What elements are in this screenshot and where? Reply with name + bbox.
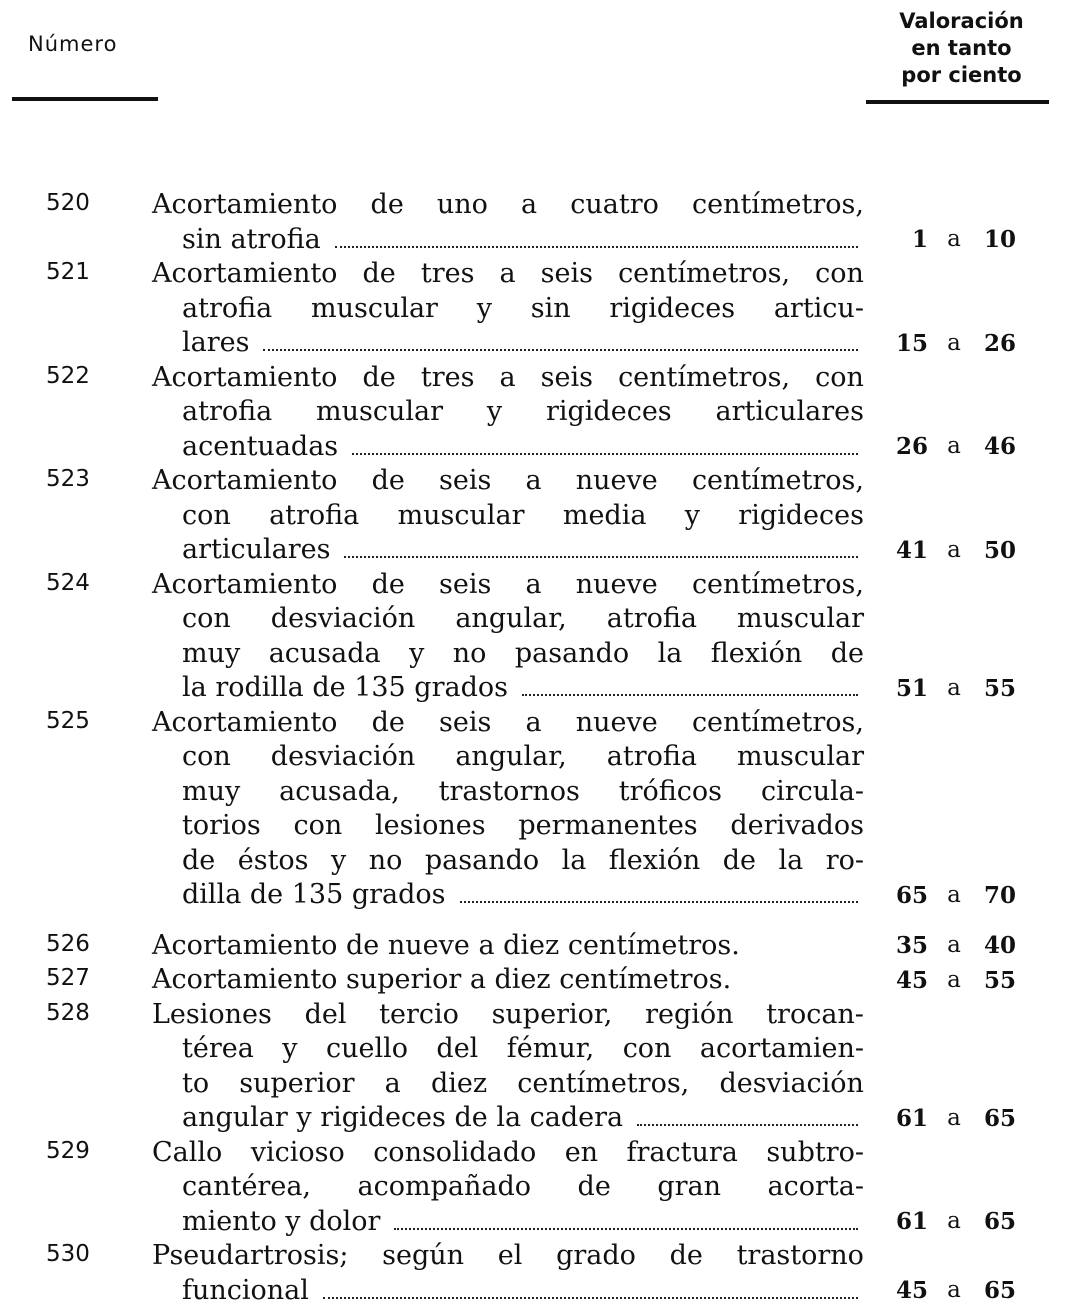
entry-line: Acortamiento de seis a nueve centímetros, xyxy=(152,568,864,600)
valuation-min: 61 xyxy=(895,1104,928,1132)
valuation-max: 65 xyxy=(983,1208,1016,1235)
entry-number: 528 xyxy=(46,999,90,1026)
entry-description xyxy=(152,963,864,998)
entry-line: atrofia muscular y sin rigideces articu- xyxy=(182,292,864,324)
valuation-range xyxy=(892,932,1016,959)
entry-line: Acortamiento de tres a seis centímetros, con xyxy=(152,361,864,393)
entry-last-line xyxy=(152,223,864,258)
list-item xyxy=(0,257,1092,361)
valuation-separator: a xyxy=(947,433,961,459)
valuation-min: 35 xyxy=(895,932,928,959)
entry-line: con desviación angular, atrofia muscular xyxy=(182,741,864,772)
entry-line: de éstos y no pasando la flexión de la ro- xyxy=(182,844,864,876)
entry-line: torios con lesiones permanentes derivados xyxy=(182,810,864,841)
valuation-min: 45 xyxy=(895,1277,928,1304)
valuation-range xyxy=(892,226,1016,253)
entry-line: Acortamiento de tres a seis centímetros, con xyxy=(152,258,864,289)
entry-number: 527 xyxy=(46,965,90,991)
entry-number: 525 xyxy=(46,707,90,734)
valuation-range xyxy=(892,1277,1016,1304)
header-valoracion xyxy=(874,8,1049,89)
list-item xyxy=(0,568,1092,706)
list-item xyxy=(0,929,1092,964)
entry-description xyxy=(152,361,864,465)
entry-number: 524 xyxy=(46,569,90,596)
header-rule-right xyxy=(866,100,1049,104)
valuation-max: 70 xyxy=(983,881,1016,909)
entry-last-line xyxy=(152,1101,864,1136)
list-item xyxy=(0,1136,1092,1240)
entry-last-line xyxy=(152,430,864,465)
entry-line: dilla de 135 grados xyxy=(182,879,446,910)
valuation-range xyxy=(892,882,1016,909)
valuation-min: 1 xyxy=(911,226,928,253)
entry-description xyxy=(152,1136,864,1240)
valuation-separator: a xyxy=(947,966,961,993)
dot-leader xyxy=(522,694,858,696)
entry-line: Callo vicioso consolidado en fractura subtro- xyxy=(152,1136,864,1168)
entry-line: to superior a diez centímetros, desviación xyxy=(182,1067,864,1099)
valuation-min: 51 xyxy=(895,674,928,702)
entry-line: angular y rigideces de la cadera xyxy=(182,1102,624,1133)
list-item xyxy=(0,361,1092,465)
entry-description xyxy=(152,706,864,913)
entry-line: la rodilla de 135 grados xyxy=(182,672,508,703)
entry-line: Acortamiento de uno a cuatro centímetros, xyxy=(152,189,864,220)
valuation-max: 40 xyxy=(983,932,1016,959)
list-item xyxy=(0,963,1092,998)
entry-line: Pseudartrosis; según el grado de trastorno xyxy=(152,1240,864,1271)
valuation-range xyxy=(892,1105,1016,1132)
valuation-min: 26 xyxy=(895,433,928,460)
valuation-max: 55 xyxy=(983,966,1016,994)
entry-number: 530 xyxy=(46,1241,90,1267)
entry-line: con atrofia muscular media y rigideces xyxy=(182,499,864,531)
entry-description xyxy=(152,568,864,706)
valuation-range xyxy=(892,1208,1016,1235)
entry-description xyxy=(152,188,864,257)
entry-line: con desviación angular, atrofia muscular xyxy=(182,603,864,634)
entry-line: sin atrofia xyxy=(182,223,321,255)
valuation-separator: a xyxy=(947,1277,961,1303)
dot-leader xyxy=(394,1228,858,1230)
entry-line: cantérea, acompañado de gran acorta- xyxy=(182,1171,864,1202)
valuation-max: 55 xyxy=(983,674,1016,702)
valuation-max: 65 xyxy=(983,1104,1016,1132)
valuation-min: 65 xyxy=(895,881,928,909)
entry-last-line xyxy=(152,1274,864,1309)
entry-line: lares xyxy=(182,327,250,358)
valuation-separator: a xyxy=(947,932,961,958)
entry-line: térea y cuello del fémur, con acortamien- xyxy=(182,1033,864,1064)
header-valoracion-line: por ciento xyxy=(901,63,1022,87)
entry-line: articulares xyxy=(182,534,331,565)
entry-number: 523 xyxy=(46,466,90,492)
entry-description xyxy=(152,257,864,361)
entry-line: Acortamiento superior a diez centímetros. xyxy=(152,964,732,995)
list-item xyxy=(0,188,1092,257)
valuation-range xyxy=(892,675,1016,702)
valuation-separator: a xyxy=(947,674,961,701)
valuation-min: 61 xyxy=(895,1208,928,1235)
valuation-separator: a xyxy=(947,881,961,908)
header-numero: Número xyxy=(28,32,118,56)
valuation-max: 10 xyxy=(983,226,1016,253)
entry-line: miento y dolor xyxy=(182,1205,381,1237)
valuation-min: 45 xyxy=(895,966,928,994)
entry-last-line xyxy=(152,326,864,361)
dot-leader xyxy=(263,349,858,351)
header-valoracion-line: Valoración xyxy=(899,9,1024,33)
entry-last-line xyxy=(152,671,864,706)
dot-leader xyxy=(344,556,858,558)
dot-leader xyxy=(323,1297,858,1299)
entry-line: Lesiones del tercio superior, región trocan- xyxy=(152,998,864,1030)
valuation-max: 50 xyxy=(983,536,1016,564)
valuation-range xyxy=(892,537,1016,564)
list-item xyxy=(0,998,1092,1136)
valuation-range xyxy=(892,433,1016,460)
valuation-separator: a xyxy=(947,1104,961,1131)
entry-number: 526 xyxy=(46,930,90,957)
valuation-min: 15 xyxy=(895,329,928,357)
entry-line: Acortamiento de seis a nueve centímetros, xyxy=(152,465,864,496)
valuation-range xyxy=(892,967,1016,994)
list-item xyxy=(0,706,1092,913)
list-item xyxy=(0,464,1092,568)
entry-last-line xyxy=(152,533,864,568)
entry-last-line xyxy=(152,1205,864,1240)
entry-line: atrofia muscular y rigideces articulares xyxy=(182,396,864,427)
valuation-max: 26 xyxy=(983,329,1016,357)
entry-description xyxy=(152,929,864,964)
entry-description xyxy=(152,464,864,568)
entry-description xyxy=(152,998,864,1136)
valuation-max: 65 xyxy=(983,1277,1016,1304)
entry-number: 521 xyxy=(46,259,90,285)
valuation-max: 46 xyxy=(983,433,1016,460)
entry-line: muy acusada, trastornos tróficos circula- xyxy=(182,775,864,807)
dot-leader xyxy=(352,453,858,455)
entry-line: muy acusada y no pasando la flexión de xyxy=(182,637,864,669)
dot-leader xyxy=(335,246,858,248)
entry-last-line xyxy=(152,878,864,913)
entry-description xyxy=(152,1239,864,1308)
header-valoracion-line: en tanto xyxy=(911,36,1012,60)
entry-number: 529 xyxy=(46,1137,90,1164)
header-rule-left xyxy=(12,97,158,101)
entry-line: funcional xyxy=(182,1274,309,1306)
entry-line: Acortamiento de nueve a diez centímetros. xyxy=(152,929,740,961)
valuation-range xyxy=(892,330,1016,357)
entry-line: acentuadas xyxy=(182,430,339,462)
entries-list xyxy=(0,188,1092,1308)
valuation-separator: a xyxy=(947,226,961,252)
valuation-min: 41 xyxy=(895,536,928,564)
valuation-separator: a xyxy=(947,1208,961,1234)
valuation-separator: a xyxy=(947,329,961,356)
dot-leader xyxy=(637,1124,858,1126)
entry-number: 520 xyxy=(46,190,90,216)
entry-line: Acortamiento de seis a nueve centímetros, xyxy=(152,706,864,738)
dot-leader xyxy=(460,901,858,903)
list-item xyxy=(0,1239,1092,1308)
entry-number: 522 xyxy=(46,362,90,389)
valuation-separator: a xyxy=(947,536,961,563)
